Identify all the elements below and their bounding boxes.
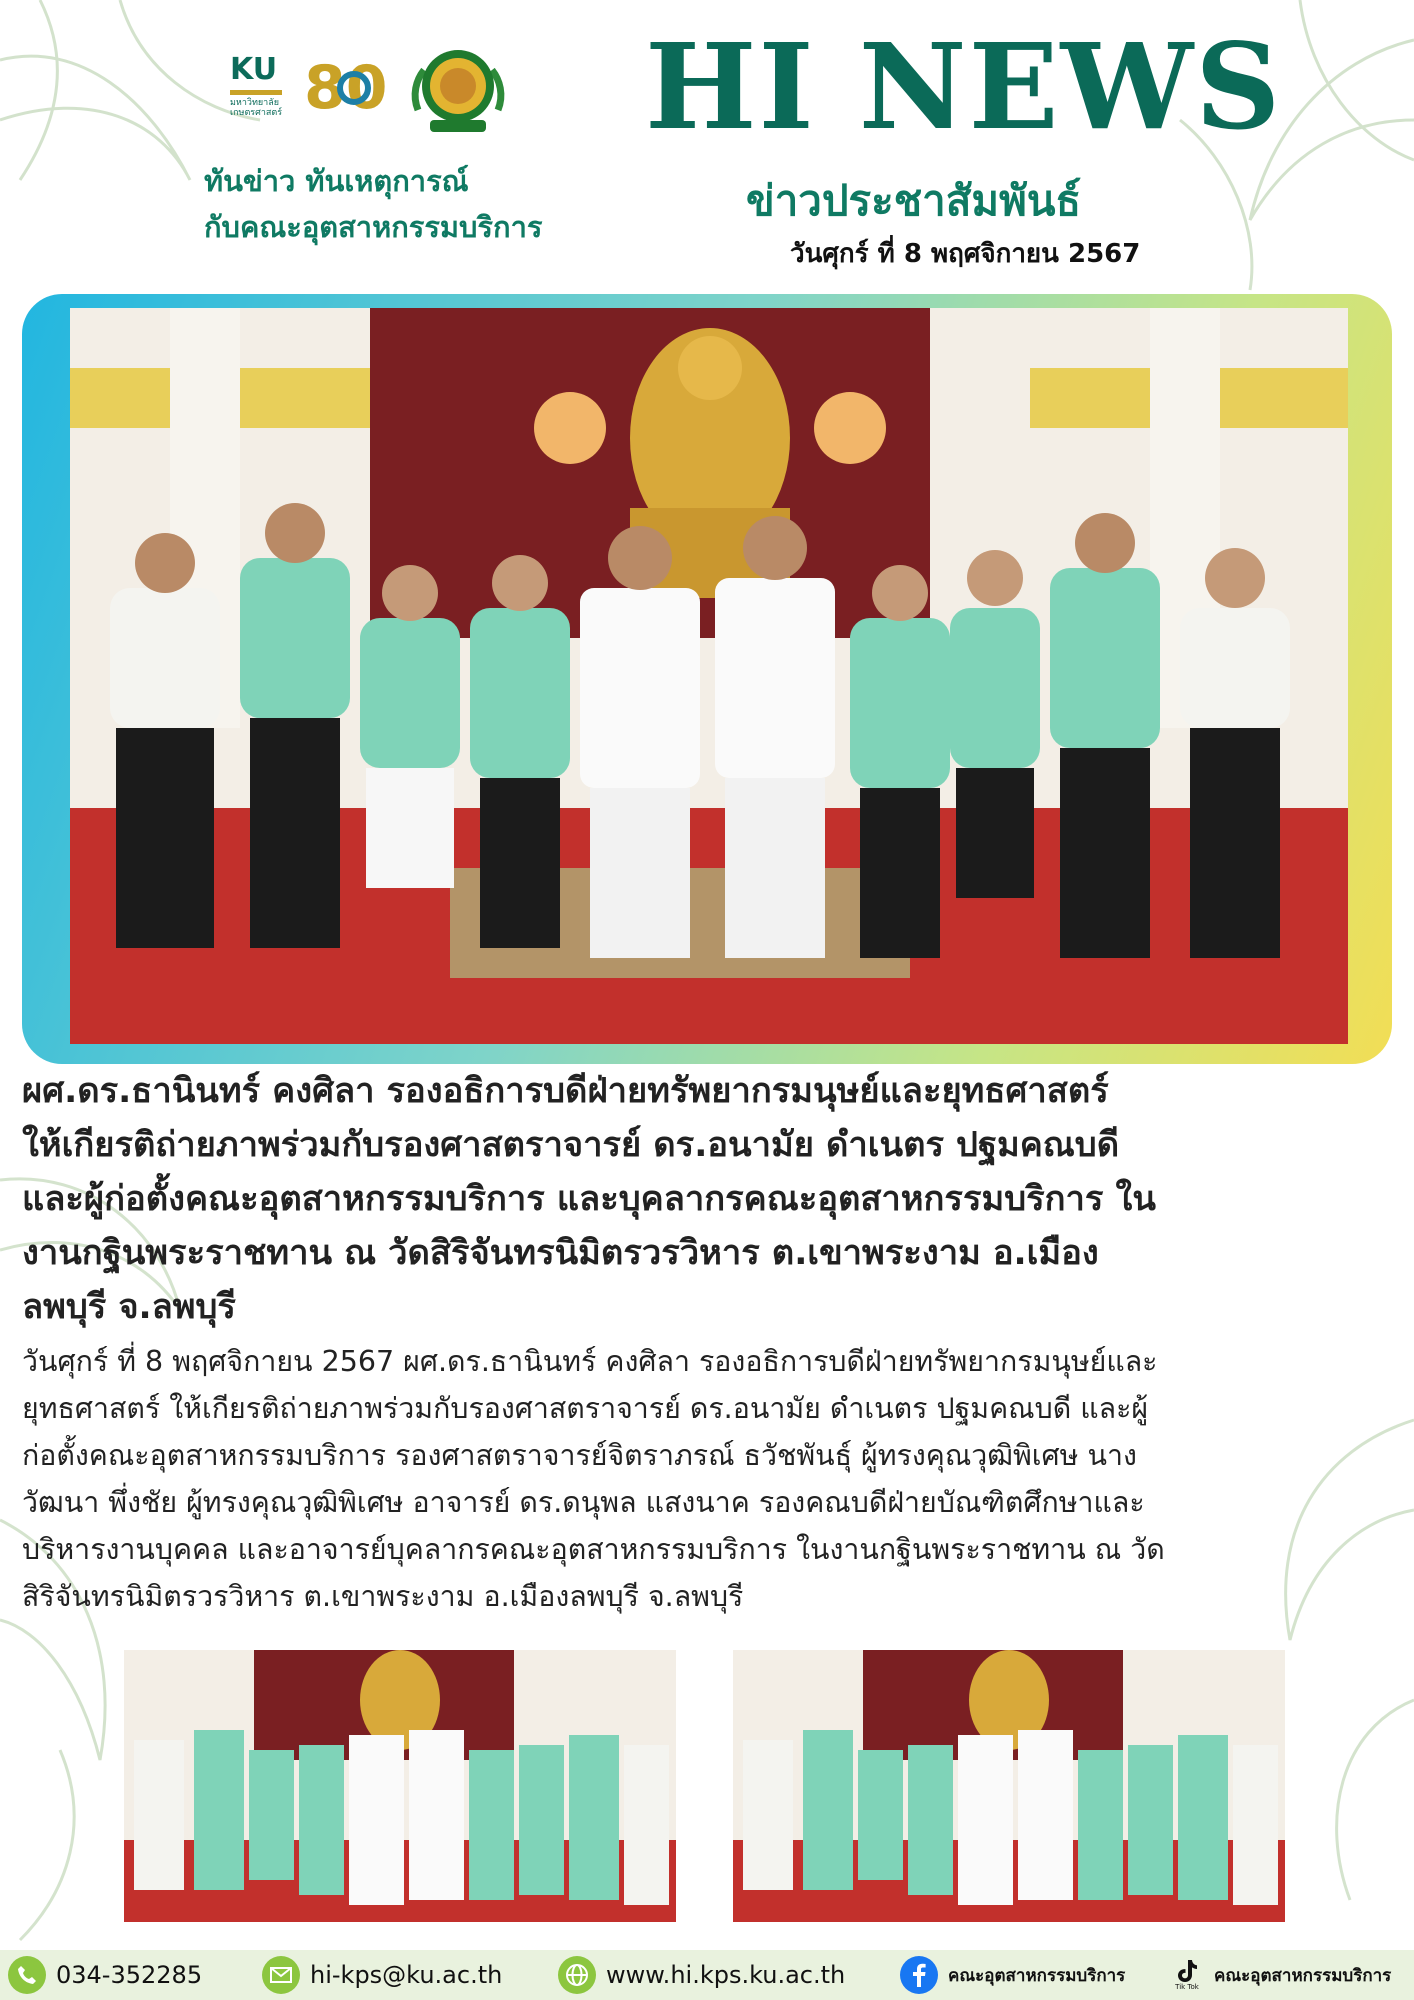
anniversary-80-logo — [302, 48, 388, 123]
phone-number: 034-352285 — [56, 1961, 203, 1989]
phone-icon — [8, 1956, 46, 1994]
footer-tiktok[interactable] — [1170, 1956, 1391, 1994]
ku-logo-subtitle: มหาวิทยาลัยเกษตรศาสตร์ — [230, 98, 283, 118]
headline-line: และผู้ก่อตั้งคณะอุตสาหกรรมบริการ และบุคลากรคณะอุตสาหกรรมบริการ ใน — [22, 1179, 1156, 1219]
body-line: บริหารงานบุคคล และอาจารย์บุคลากรคณะอุตสาหกรรมบริการ ในงานกฐินพระราชทาน ณ วัด — [22, 1533, 1165, 1566]
globe-icon — [558, 1956, 596, 1994]
tagline-line-1: ทันข่าว ทันเหตุการณ์ — [204, 164, 469, 198]
thumbnail-image — [124, 1650, 676, 1922]
tagline — [204, 158, 624, 250]
main-photo — [70, 308, 1348, 1044]
header — [0, 0, 1414, 285]
ku-logo-text: KU — [230, 52, 278, 87]
tiktok-icon — [1170, 1956, 1204, 1994]
headline-line: ให้เกียรติถ่ายภาพร่วมกับรองศาสตราจารย์ ดร.อนามัย ดำเนตร ปฐมคณบดี — [22, 1125, 1120, 1165]
footer-phone[interactable] — [8, 1956, 202, 1994]
logo-group — [228, 40, 548, 140]
body-line: สิริจันทรนิมิตรวรวิหาร ต.เขาพระงาม อ.เมืองลพบุรี จ.ลพบุรี — [22, 1580, 744, 1613]
footer-contact-bar — [0, 1950, 1414, 2000]
masthead — [645, 17, 1285, 156]
ku-logo — [228, 52, 290, 122]
email-icon — [262, 1956, 300, 1994]
article-headline — [22, 1064, 1392, 1334]
headline-line: งานกฐินพระราชทาน ณ วัดสิริจันทรนิมิตรวรวิหาร ต.เขาพระงาม อ.เมือง — [22, 1233, 1099, 1273]
body-line: วัฒนา พึ่งชัย ผู้ทรงคุณวุฒิพิเศษ อาจารย์ ดร.ดนุพล แสงนาค รองคณบดีฝ่ายบัณฑิตศึกษาและ — [22, 1486, 1145, 1519]
article-body — [22, 1338, 1392, 1620]
body-line: ก่อตั้งคณะอุตสาหกรรมบริการ รองศาสตราจารย์จิตราภรณ์ ธวัชพันธุ์ ผู้ทรงคุณวุฒิพิเศษ นาง — [22, 1439, 1137, 1472]
facebook-page-name: คณะอุตสาหกรรมบริการ — [948, 1965, 1126, 1986]
headline-line: ลพบุรี จ.ลพบุรี — [22, 1287, 236, 1327]
news-date: วันศุกร์ ที่ 8 พฤศจิกายน 2567 — [790, 239, 1141, 269]
email-address: hi-kps@ku.ac.th — [310, 1961, 503, 1989]
svg-text:80: 80 — [304, 53, 388, 123]
facebook-icon — [900, 1956, 938, 1994]
tagline-line-2: กับคณะอุตสาหกรรมบริการ — [204, 210, 543, 244]
thumbnail-photo-2 — [733, 1650, 1285, 1922]
body-line: วันศุกร์ ที่ 8 พฤศจิกายน 2567 ผศ.ดร.ธานินทร์ คงศิลา รองอธิการบดีฝ่ายทรัพยากรมนุษย์และ — [22, 1345, 1158, 1378]
thumbnail-photo-1 — [124, 1650, 676, 1922]
headline-line: ผศ.ดร.ธานินทร์ คงศิลา รองอธิการบดีฝ่ายทรัพยากรมนุษย์และยุทธศาสตร์ — [22, 1071, 1109, 1111]
main-photo-frame — [22, 294, 1392, 1064]
ku-logo-bar — [230, 90, 282, 95]
website-url: www.hi.kps.ku.ac.th — [606, 1961, 846, 1989]
tiktok-account-name: คณะอุตสาหกรรมบริการ — [1214, 1965, 1392, 1986]
footer-facebook[interactable] — [900, 1956, 1125, 1994]
tiktok-label: Tik Tok — [1175, 1983, 1199, 1991]
group-photo-image — [70, 308, 1348, 1044]
thumbnail-image — [733, 1650, 1285, 1922]
faculty-seal-logo — [410, 40, 506, 140]
masthead-title: HI NEWS — [645, 17, 1283, 156]
body-line: ยุทธศาสตร์ ให้เกียรติถ่ายภาพร่วมกับรองศาสตราจารย์ ดร.อนามัย ดำเนตร ปฐมคณบดี และผู้ — [22, 1392, 1149, 1425]
news-category: ข่าวประชาสัมพันธ์ — [746, 176, 1082, 225]
footer-website[interactable] — [558, 1956, 845, 1994]
footer-email[interactable] — [262, 1956, 502, 1994]
